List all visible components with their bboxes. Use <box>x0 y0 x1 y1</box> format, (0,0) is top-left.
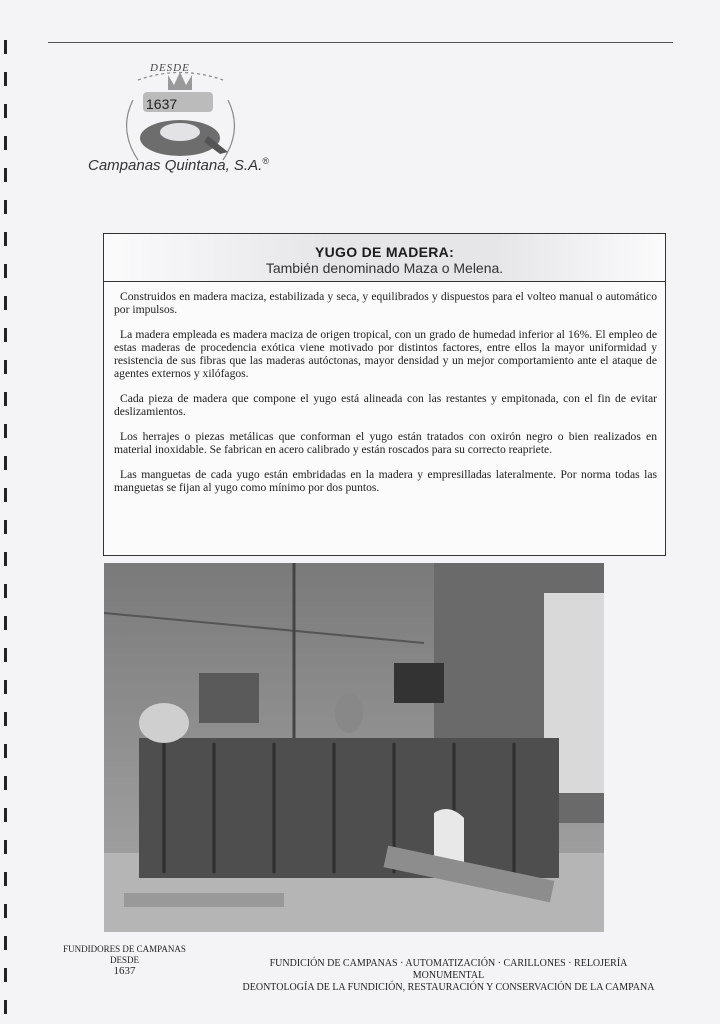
binding-hole <box>4 424 7 438</box>
paragraph: Las manguetas de cada yugo están embridadas en la madera y empresilladas lateralmente. Por norma todas las manguetas se fijan al yugo como mínimo por dos puntos. <box>114 468 657 494</box>
binding-hole <box>4 648 7 662</box>
binding-hole <box>4 872 7 886</box>
binding-hole <box>4 456 7 470</box>
footer-services: FUNDICIÓN DE CAMPANAS · AUTOMATIZACIÓN · CARILLONES · RELOJERÍA MONUMENTAL <box>269 958 628 981</box>
logo-since: DESDE <box>150 62 190 74</box>
footer-right <box>236 958 661 994</box>
workshop-photo <box>104 563 604 932</box>
paragraph: Construidos en madera maciza, estabilizada y seca, y equilibrados y dispuestos para el volteo manual o automático por impulsos. <box>114 290 657 316</box>
binding-hole <box>4 968 7 982</box>
binding-hole <box>4 392 7 406</box>
footer-founders: FUNDIDORES DE CAMPANAS <box>63 944 186 954</box>
header-rule <box>48 42 673 43</box>
spiral-binding <box>0 0 14 1024</box>
binding-hole <box>4 1000 7 1014</box>
binding-hole <box>4 520 7 534</box>
registered-mark: ® <box>262 156 269 166</box>
section-subtitle: También denominado Maza o Melena. <box>265 260 504 276</box>
description-box <box>103 233 666 556</box>
wooden-yoke-photo-icon <box>104 563 604 932</box>
box-header <box>104 234 665 282</box>
binding-hole <box>4 360 7 374</box>
binding-hole <box>4 776 7 790</box>
paragraph: Cada pieza de madera que compone el yugo está alineada con las restantes y empitonada, con el fin de evitar deslizamientos. <box>114 392 657 418</box>
company-name-text: Campanas Quintana, S.A. <box>88 157 263 174</box>
binding-hole <box>4 904 7 918</box>
binding-hole <box>4 680 7 694</box>
binding-hole <box>4 72 7 86</box>
binding-hole <box>4 712 7 726</box>
footer-deontology: DEONTOLOGÍA DE LA FUNDICIÓN, RESTAURACIÓN Y CONSERVACIÓN DE LA CAMPANA <box>242 982 655 993</box>
binding-hole <box>4 232 7 246</box>
section-title: YUGO DE MADERA: <box>314 244 455 260</box>
binding-hole <box>4 168 7 182</box>
company-logo <box>88 60 278 180</box>
binding-hole <box>4 104 7 118</box>
footer-year: 1637 <box>113 965 136 977</box>
box-body <box>104 282 665 494</box>
binding-hole <box>4 840 7 854</box>
binding-hole <box>4 744 7 758</box>
company-name <box>88 156 269 174</box>
binding-hole <box>4 584 7 598</box>
binding-hole <box>4 200 7 214</box>
binding-hole <box>4 936 7 950</box>
binding-hole <box>4 488 7 502</box>
binding-hole <box>4 328 7 342</box>
binding-hole <box>4 264 7 278</box>
binding-hole <box>4 808 7 822</box>
paragraph: La madera empleada es madera maciza de origen tropical, con un grado de humedad inferior al 16%. El empleo de estas maderas de procedencia exótica viene motivado por distintos factores, entre ellos la mayor uniformidad y resistencia de sus fibras que las maderas autóctonas, mayor densidad y un mejor comportamiento ante el ataque de agentes externos y xilófagos. <box>114 328 657 380</box>
binding-hole <box>4 136 7 150</box>
paragraph: Los herrajes o piezas metálicas que conforman el yugo están tratados con oxirón negro o bien realizados en material inoxidable. Se fabrican en acero calibrado y están roscados para su correcto reapriete. <box>114 430 657 456</box>
logo-year: 1637 <box>146 96 178 112</box>
binding-hole <box>4 296 7 310</box>
binding-hole <box>4 552 7 566</box>
binding-hole <box>4 40 7 54</box>
binding-hole <box>4 616 7 630</box>
footer-since: DESDE <box>110 955 139 965</box>
footer-left <box>42 944 207 977</box>
